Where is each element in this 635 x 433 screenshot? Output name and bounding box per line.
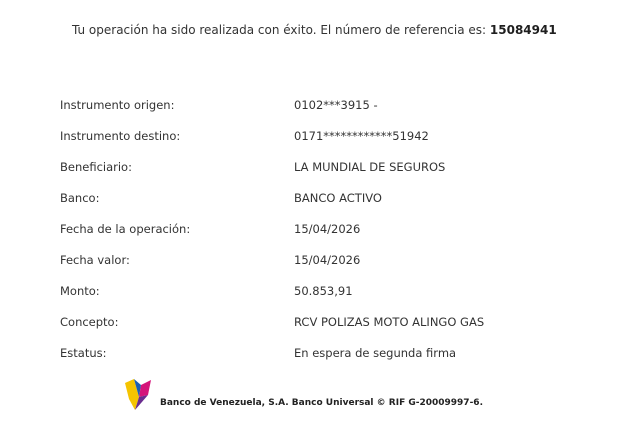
detail-value: 0171************51942: [294, 129, 429, 143]
detail-row-bank: [60, 190, 580, 221]
detail-value: RCV POLIZAS MOTO ALINGO GAS: [294, 315, 485, 329]
detail-row-concept: [60, 314, 580, 345]
detail-value: 15/04/2026: [294, 222, 361, 236]
footer: [124, 377, 524, 417]
detail-label: Fecha de la operación:: [60, 222, 191, 236]
bdv-logo-icon: [124, 377, 154, 411]
footer-copyright: Banco de Venezuela, S.A. Banco Universal © RIF G-20009997-6.: [160, 398, 483, 408]
detail-label: Monto:: [60, 284, 100, 298]
logo-magenta-shape: [139, 380, 151, 397]
detail-value: 50.853,91: [294, 284, 353, 298]
confirmation-text: Tu operación ha sido realizada con éxito. El número de referencia es:: [72, 23, 487, 37]
detail-row-operation-date: [60, 221, 580, 252]
detail-row-amount: [60, 283, 580, 314]
detail-value: 15/04/2026: [294, 253, 361, 267]
detail-label: Fecha valor:: [60, 253, 130, 267]
confirmation-message: [72, 23, 557, 37]
detail-value: BANCO ACTIVO: [294, 191, 382, 205]
detail-value: 0102***3915 -: [294, 98, 378, 112]
detail-label: Beneficiario:: [60, 160, 132, 174]
detail-value: En espera de segunda firma: [294, 346, 457, 360]
detail-label: Concepto:: [60, 315, 119, 329]
detail-value: LA MUNDIAL DE SEGUROS: [294, 160, 446, 174]
detail-label: Instrumento destino:: [60, 129, 181, 143]
detail-row-value-date: [60, 252, 580, 283]
detail-label: Instrumento origen:: [60, 98, 175, 112]
detail-label: Banco:: [60, 191, 100, 205]
detail-row-status: [60, 345, 580, 376]
detail-row-beneficiary: [60, 159, 580, 190]
detail-row-origin: [60, 97, 580, 128]
reference-number: 15084941: [489, 23, 557, 37]
detail-row-destination: [60, 128, 580, 159]
detail-label: Estatus:: [60, 346, 107, 360]
transaction-details: [60, 97, 580, 376]
